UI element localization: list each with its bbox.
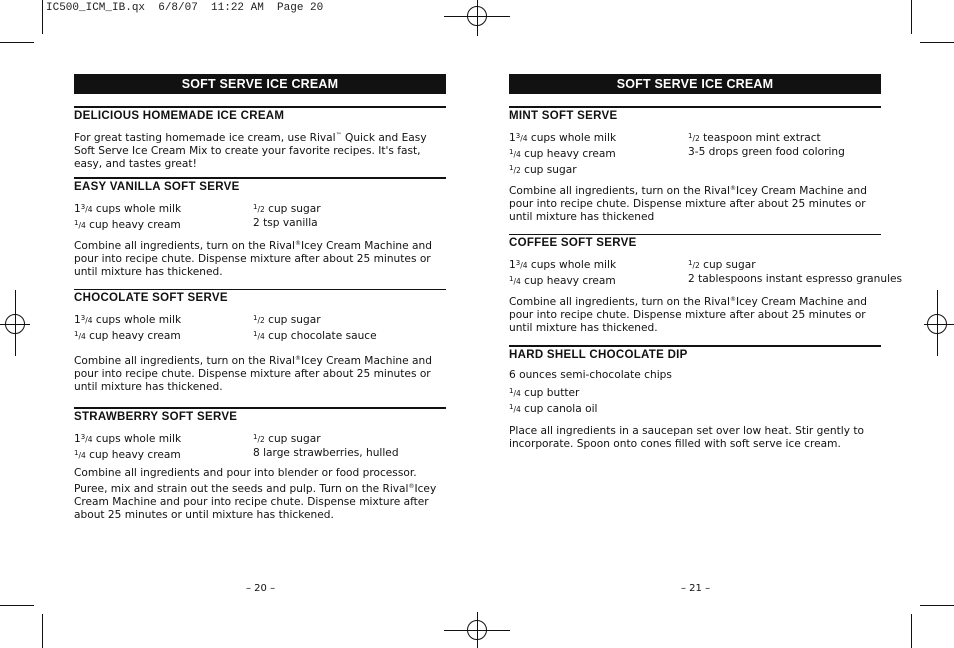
ingredient-text: 2 tsp vanilla	[253, 217, 318, 229]
fraction-numerator: 1	[253, 330, 258, 338]
fraction-denominator: /2	[257, 316, 265, 325]
ingredient-text: cup heavy cream	[520, 148, 616, 160]
ingredient	[253, 215, 318, 231]
ingredient-text: cup sugar	[264, 314, 321, 326]
ingredient-text: 2 tablespoons instant espresso granules	[688, 273, 903, 285]
section-title: DELICIOUS HOMEMADE ICE CREAM	[74, 110, 285, 122]
recipe-directions: Combine all ingredients, turn on the Rival®Icey Cream Machine and pour into recipe chute. Dispense mixture after about 25 minutes or until mixture has thickened.	[74, 355, 432, 393]
ingredient-text: cup sugar	[264, 433, 321, 445]
ingredient-text: cups whole milk	[92, 314, 182, 326]
ingredient-row	[509, 367, 881, 383]
fraction-denominator: /4	[257, 332, 265, 341]
ingredient-text: cup heavy cream	[520, 275, 616, 287]
recipe-title: CHOCOLATE SOFT SERVE	[74, 292, 228, 304]
fraction-denominator: /4	[520, 261, 528, 270]
ingredient-row	[74, 310, 446, 326]
fraction-denominator: /4	[520, 134, 528, 143]
ingredient-list	[509, 128, 881, 176]
recipe-title: MINT SOFT SERVE	[509, 110, 618, 122]
fraction-numerator: 3	[80, 433, 86, 441]
recipe-mint	[509, 106, 881, 224]
ingredient-row	[509, 383, 881, 399]
recipe-title: HARD SHELL CHOCOLATE DIP	[509, 349, 688, 361]
fraction-numerator: 1	[253, 433, 258, 441]
fraction-numerator: 1	[509, 148, 514, 156]
ingredient-row	[74, 326, 446, 342]
ingredient-row	[74, 215, 446, 231]
ingredient-list	[74, 310, 446, 342]
fraction-denominator: /2	[692, 134, 700, 143]
ingredient	[74, 445, 181, 464]
ingredient-text: 6 ounces semi-chocolate chips	[509, 369, 672, 381]
recipe-directions: Combine all ingredients and pour into blender or food processor. Puree, mix and strain out the seeds and pulp. Turn on the Rival®Icey Cream Machine and pour into recipe chute. Dispense mixture after about 25 minutes or until mixture has thickened.	[74, 467, 437, 521]
ingredient-text: cup heavy cream	[85, 219, 181, 231]
ingredient-text: teaspoon mint extract	[699, 132, 821, 144]
ingredient	[509, 160, 577, 179]
ingredient-list	[509, 367, 881, 415]
ingredient-text: cups whole milk	[527, 132, 617, 144]
fraction-denominator: /2	[513, 166, 521, 175]
recipe-chocolate	[74, 289, 446, 394]
ingredient-text: cup chocolate sauce	[264, 330, 377, 342]
ingredient-row	[509, 160, 881, 176]
recipe-title: COFFEE SOFT SERVE	[509, 237, 637, 249]
recipe-directions: Combine all ingredients, turn on the Rival®Icey Cream Machine and pour into recipe chute. Dispense mixture after about 25 minutes or until mixture has thickened	[509, 185, 867, 223]
qty-whole: 1	[74, 433, 81, 445]
qty-whole: 1	[509, 132, 516, 144]
fraction-numerator: 1	[253, 314, 258, 322]
ingredient-row	[74, 199, 446, 215]
fraction-denominator: /4	[85, 205, 93, 214]
fraction-numerator: 1	[74, 330, 79, 338]
recipe-directions: Combine all ingredients, turn on the Rival®Icey Cream Machine and pour into recipe chute. Dispense mixture after about 25 minutes or until mixture has thickened.	[74, 240, 432, 278]
ingredient-text: cup sugar	[520, 164, 577, 176]
fraction-denominator: /2	[257, 435, 265, 444]
ingredient	[688, 144, 845, 160]
recipe-title: EASY VANILLA SOFT SERVE	[74, 181, 240, 193]
ingredient	[509, 367, 672, 383]
fraction-numerator: 3	[515, 132, 521, 140]
section-banner: SOFT SERVE ICE CREAM	[509, 74, 881, 94]
ingredient-text: 8 large strawberries, hulled	[253, 447, 399, 459]
recipe-coffee	[509, 234, 903, 335]
ingredient-text: cup sugar	[699, 259, 756, 271]
ingredient-row	[74, 429, 446, 445]
ingredient-row	[74, 445, 446, 461]
ingredient	[253, 326, 377, 345]
ingredient-row	[509, 271, 903, 287]
ingredient	[688, 271, 902, 287]
ingredient-text: 3-5 drops green food coloring	[688, 146, 845, 158]
fraction-denominator: /2	[257, 205, 265, 214]
page-number: – 20 –	[246, 583, 276, 594]
qty-whole: 1	[74, 314, 81, 326]
recipe-directions: Place all ingredients in a saucepan set over low heat. Stir gently to incorporate. Spoon onto cones filled with soft serve ice cream.	[509, 425, 864, 450]
recipe-vanilla	[74, 177, 446, 279]
qty-whole: 1	[509, 259, 516, 271]
fraction-denominator: /4	[78, 451, 86, 460]
fraction-numerator: 3	[515, 259, 521, 267]
fraction-denominator: /4	[513, 405, 521, 414]
fraction-denominator: /4	[85, 316, 93, 325]
qty-whole: 1	[74, 203, 81, 215]
fraction-numerator: 3	[80, 314, 86, 322]
fraction-numerator: 1	[509, 164, 514, 172]
fraction-numerator: 1	[509, 403, 514, 411]
ingredient-list	[74, 429, 446, 461]
ingredient-text: cups whole milk	[92, 433, 182, 445]
ingredient	[509, 399, 597, 418]
page-number: – 21 –	[681, 583, 711, 594]
ingredient	[74, 326, 181, 345]
fraction-denominator: /2	[692, 261, 700, 270]
ingredient	[509, 271, 616, 290]
recipe-strawberry	[74, 407, 446, 522]
printer-slug: IC500_ICM_IB.qx 6/8/07 11:22 AM Page 20	[46, 2, 324, 14]
fraction-numerator: 1	[253, 203, 258, 211]
ingredient-list	[74, 199, 446, 231]
fraction-numerator: 1	[688, 259, 693, 267]
ingredient-list	[509, 255, 903, 287]
fraction-numerator: 3	[80, 203, 86, 211]
ingredient-text: cups whole milk	[92, 203, 182, 215]
ingredient-text: cup sugar	[264, 203, 321, 215]
fraction-numerator: 1	[509, 387, 514, 395]
ingredient-row	[509, 144, 881, 160]
ingredient-row	[509, 128, 881, 144]
ingredient-text: cup butter	[520, 387, 580, 399]
section-banner: SOFT SERVE ICE CREAM	[74, 74, 446, 94]
ingredient-text: cups whole milk	[527, 259, 617, 271]
recipe-title: STRAWBERRY SOFT SERVE	[74, 411, 238, 423]
fraction-denominator: /4	[78, 221, 86, 230]
fraction-denominator: /4	[78, 332, 86, 341]
fraction-numerator: 1	[74, 219, 79, 227]
fraction-denominator: /4	[85, 435, 93, 444]
fraction-denominator: /4	[513, 389, 521, 398]
ingredient-text: cup canola oil	[520, 403, 598, 415]
fraction-numerator: 1	[509, 275, 514, 283]
ingredient-text: cup heavy cream	[85, 330, 181, 342]
fraction-numerator: 1	[74, 449, 79, 457]
intro-text: For great tasting homemade ice cream, use Rival™ Quick and Easy Soft Serve Ice Cream Mix to create your favorite recipes. It's fast, easy, and tastes great!	[74, 132, 427, 170]
recipe-hard-shell	[509, 345, 881, 451]
fraction-denominator: /4	[513, 150, 521, 159]
ingredient-row	[509, 399, 881, 415]
ingredient-row	[509, 255, 881, 271]
ingredient-text: cup heavy cream	[85, 449, 181, 461]
ingredient	[253, 445, 399, 461]
fraction-numerator: 1	[688, 132, 693, 140]
fraction-denominator: /4	[513, 277, 521, 286]
recipe-directions: Combine all ingredients, turn on the Rival®Icey Cream Machine and pour into recipe chute. Dispense mixture after about 25 minutes or until mixture has thickened.	[509, 296, 867, 334]
ingredient	[74, 215, 181, 234]
intro-section	[74, 106, 446, 171]
